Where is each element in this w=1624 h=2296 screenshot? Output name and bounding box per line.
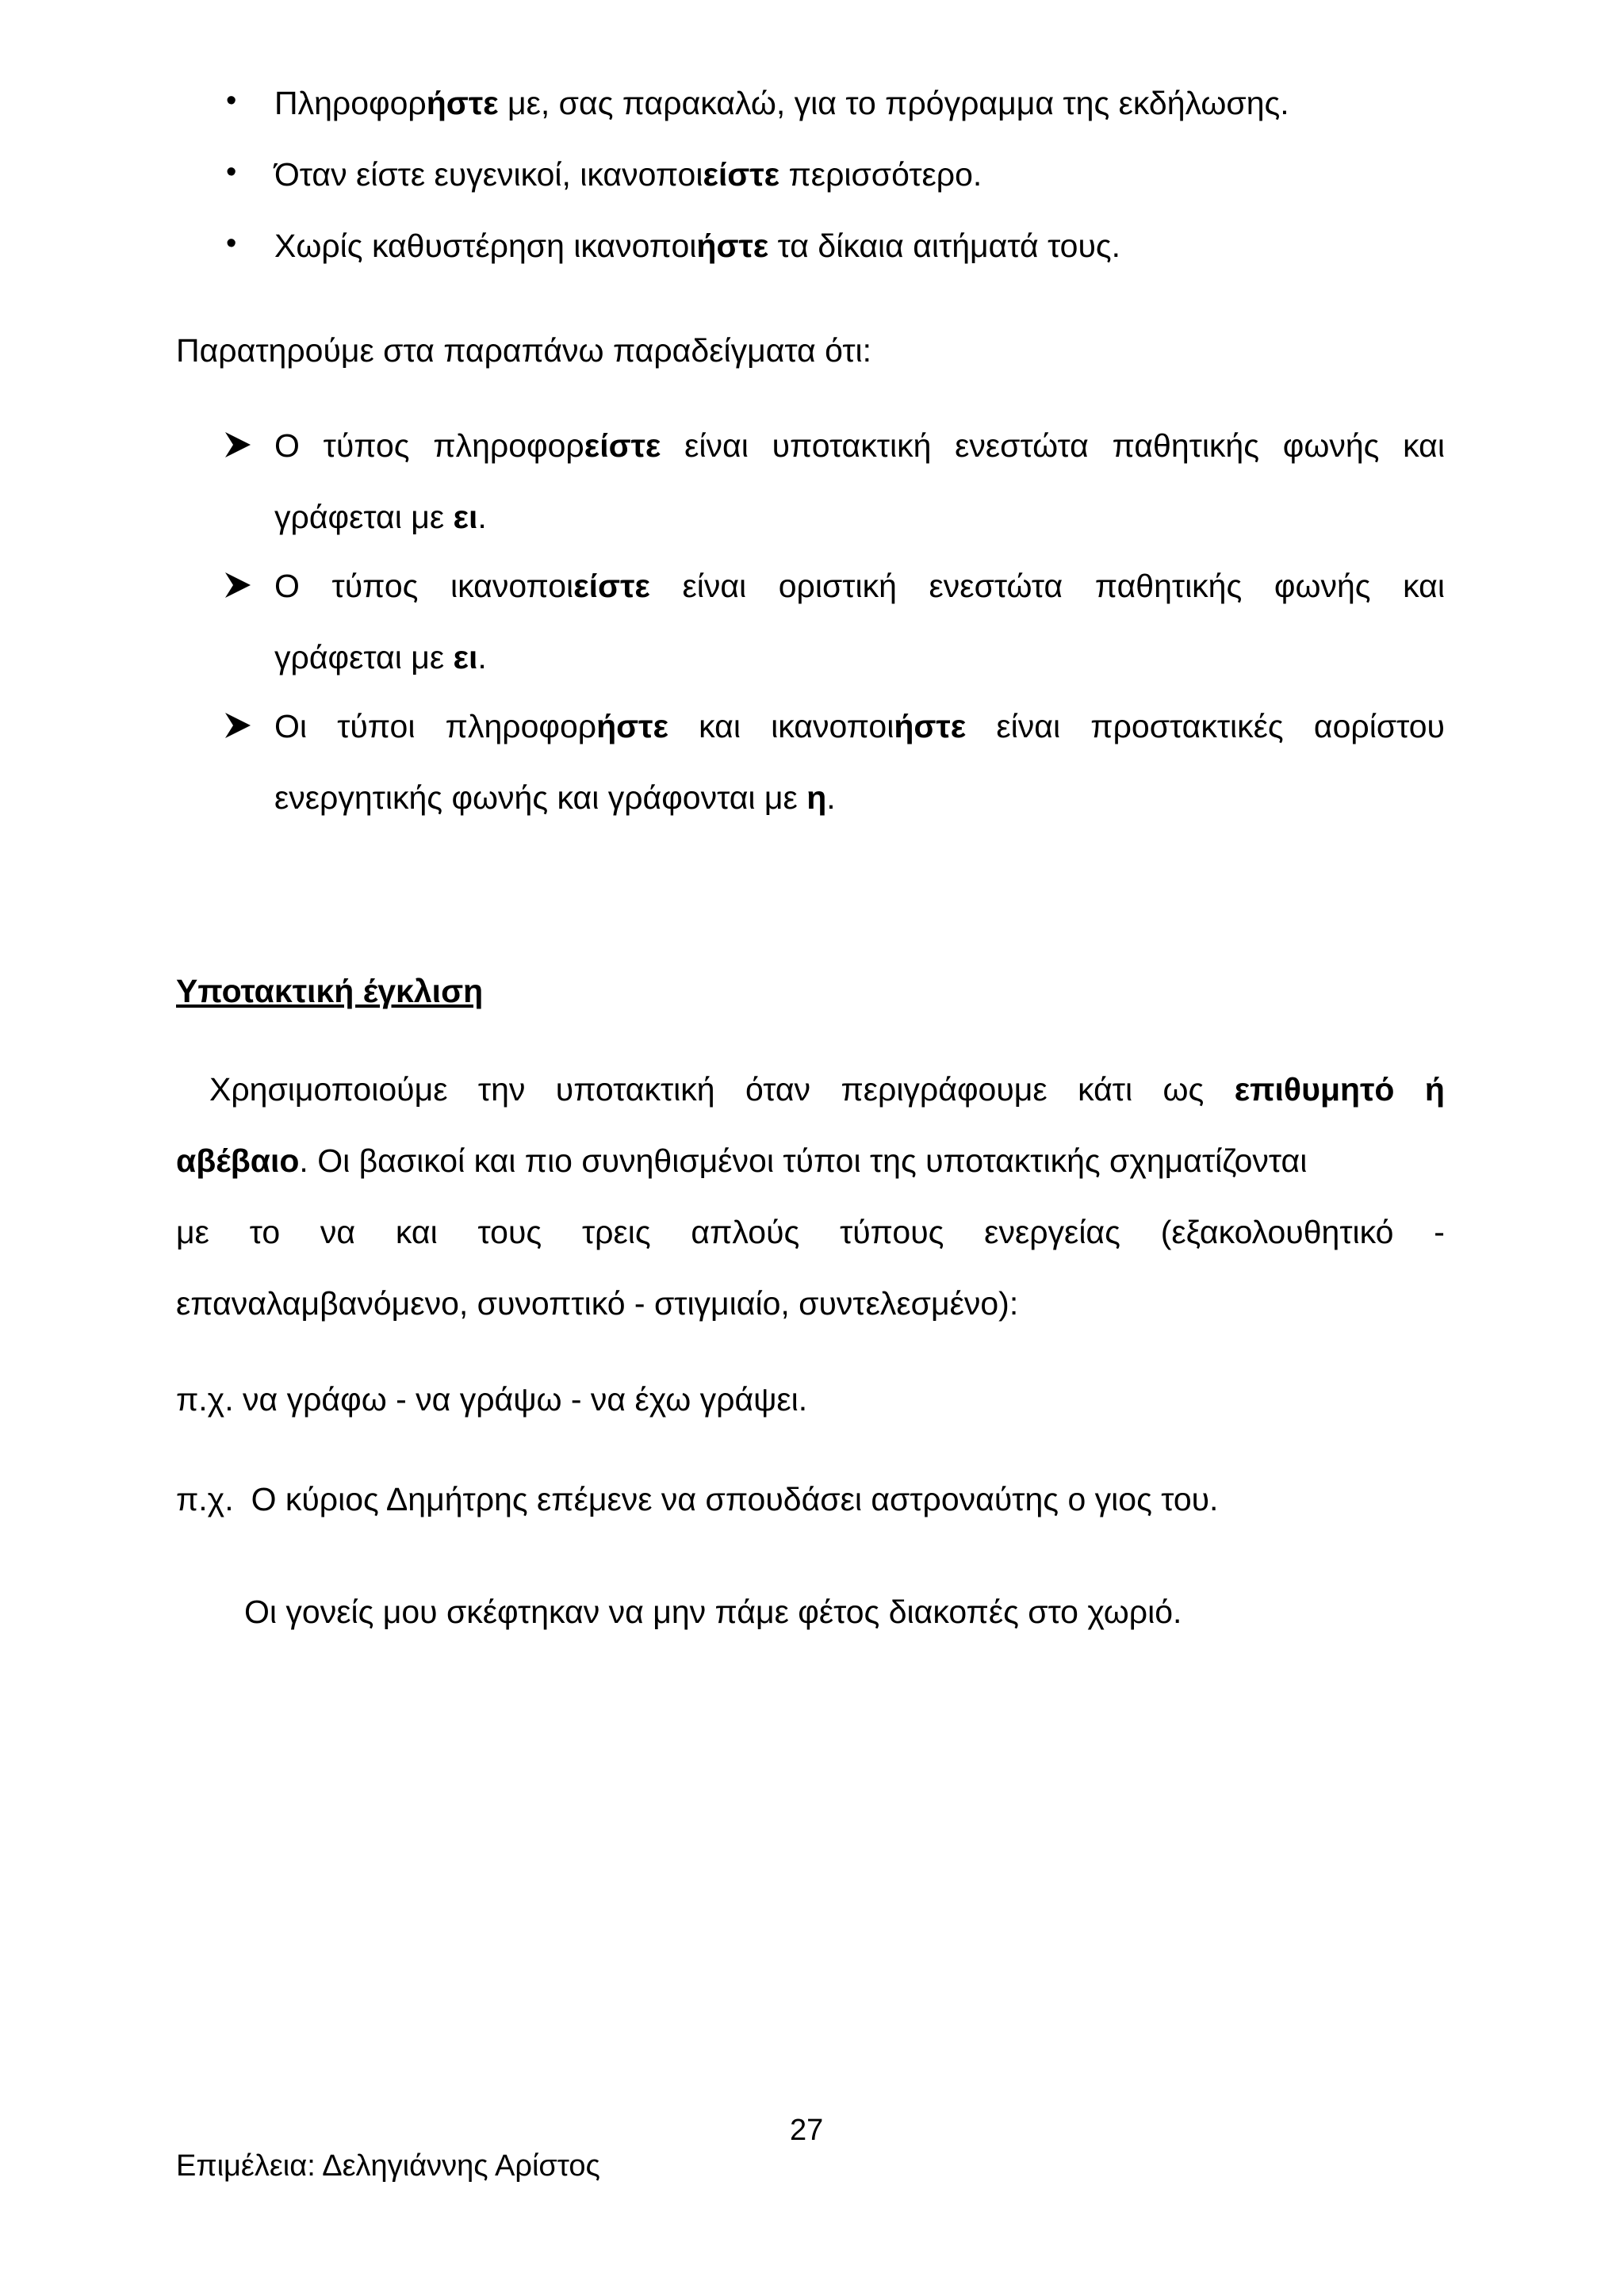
paragraph-line-4: επαναλαμβανόμενο, συνοπτικό - στιγμιαίο, συντελεσμένο):: [176, 1285, 1019, 1322]
bullet-item-1: Πληροφορήστε με, σας παρακαλώ, για το πρόγραμμα της εκδήλωσης.: [274, 85, 1289, 121]
arrow-bullet-icon: [222, 569, 254, 601]
arrow-bullet-icon: [222, 710, 254, 741]
word-with-bold: ικανοποιείστε: [450, 568, 650, 604]
bullet-dot: •: [226, 84, 237, 117]
arrow-bullet-icon: [222, 429, 254, 461]
bullet-item-3: Χωρίς καθυστέρηση ικανοποιήστε τα δίκαια αιτήματά τους.: [274, 228, 1121, 264]
bullet-item-2: Όταν είστε ευγενικοί, ικανοποιείστε περισσότερο.: [274, 156, 982, 193]
bullet-dot: •: [226, 227, 237, 260]
arrow-item-1-line-1: Ο τύπος πληροφορείστε είναι υποτακτική ενεστώτα παθητικής φωνής και: [274, 427, 1445, 464]
arrow-item-2-line-2: γράφεται με ει.: [274, 639, 487, 675]
paragraph-line-3: με το να και τους τρεις απλούς τύπους ενεργείας (εξακολουθητικό -: [176, 1214, 1445, 1250]
page-number: 27: [790, 2114, 824, 2147]
example-1: π.χ. να γράφω - να γράψω - να έχω γράψει.: [176, 1381, 808, 1418]
word-with-bold: πληροφορείστε: [433, 427, 661, 464]
arrow-item-3-line-2: ενεργητικής φωνής και γράφονται με η.: [274, 779, 836, 816]
bullet-dot: •: [226, 155, 237, 189]
example-3: Οι γονείς μου σκέφτηκαν να μην πάμε φέτος διακοπές στο χωριό.: [244, 1594, 1182, 1630]
paragraph-line-1: Χρησιμοποιούμε την υποτακτική όταν περιγράφουμε κάτι ως επιθυμητό ή: [209, 1071, 1445, 1108]
observation-text: Παρατηρούμε στα παραπάνω παραδείγματα ότι:: [176, 332, 872, 369]
paragraph-line-2: αβέβαιο. Οι βασικοί και πιο συνηθισμένοι τύποι της υποτακτικής σχηματίζονται: [176, 1142, 1308, 1179]
example-2: π.χ. Ο κύριος Δημήτρης επέμενε να σπουδάσει αστροναύτης ο γιος του.: [176, 1481, 1219, 1517]
section-heading: Υποτακτική έγκλιση: [176, 973, 484, 1009]
arrow-item-1-line-2: γράφεται με ει.: [274, 499, 487, 535]
word-with-bold: πληροφορήστε: [445, 708, 668, 744]
footer-credit: Επιμέλεια: Δεληγιάννης Αρίστος: [176, 2149, 600, 2183]
arrow-item-3-line-1: Οι τύποι πληροφορήστε και ικανοποιήστε είναι προστακτικές αορίστου: [274, 708, 1445, 744]
word-with-bold: ικανοποιήστε: [771, 708, 967, 744]
arrow-item-2-line-1: Ο τύπος ικανοποιείστε είναι οριστική ενεστώτα παθητικής φωνής και: [274, 568, 1445, 604]
